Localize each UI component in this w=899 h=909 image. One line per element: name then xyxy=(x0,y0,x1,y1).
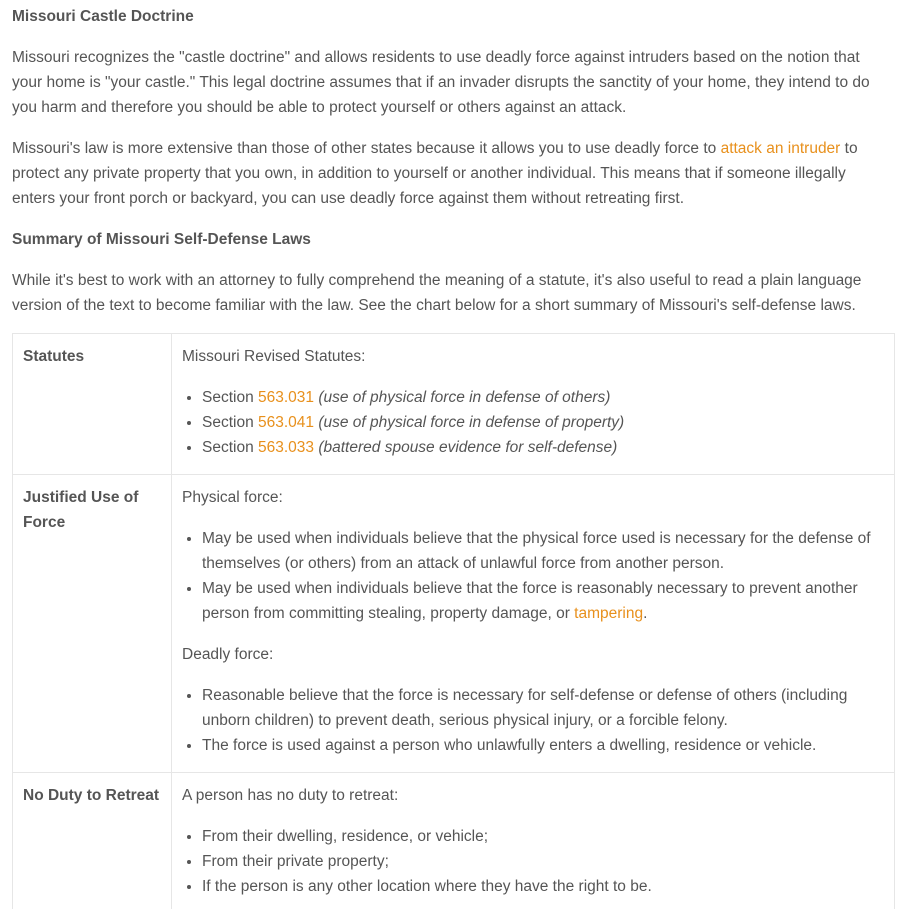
tampering-link[interactable]: tampering xyxy=(574,605,644,622)
heading-summary: Summary of Missouri Self-Defense Laws xyxy=(12,231,311,248)
table-row-justified-force xyxy=(13,475,894,773)
attack-intruder-link[interactable]: attack an intruder xyxy=(720,140,841,157)
table-row-no-duty-retreat xyxy=(13,773,894,909)
list-item: • If the person is any other location where they have the right to be. xyxy=(202,874,884,899)
list-item-text: May be used when individuals believe that the force is reasonably necessary to prevent another person from committing stealing, property damage, or xyxy=(202,580,858,622)
statute-563-041-link[interactable]: 563.041 xyxy=(258,414,315,431)
list-item xyxy=(202,410,884,435)
statute-description: (use of physical force in defense of others) xyxy=(314,389,611,406)
list-item: • From their private property; xyxy=(202,849,884,874)
row-label-justified-force: Justified Use of Force xyxy=(13,475,172,772)
row-body-no-duty-retreat xyxy=(172,773,894,909)
statute-description: (use of physical force in defense of property) xyxy=(314,414,625,431)
retreat-intro: A person has no duty to retreat: xyxy=(182,787,399,804)
list-item: • Reasonable believe that the force is necessary for self-defense or defense of others (including unborn children) to prevent death, serious physical injury, or a forcible felony. xyxy=(202,683,884,733)
deadly-force-list xyxy=(182,683,884,758)
row-label-statutes: Statutes xyxy=(13,334,172,474)
row-body-statutes xyxy=(172,334,894,474)
self-defense-table xyxy=(12,333,895,909)
section-prefix: Section xyxy=(202,414,259,431)
statute-563-031-link[interactable]: 563.031 xyxy=(258,389,315,406)
deadly-force-intro: Deadly force: xyxy=(182,646,274,663)
list-item: • The force is used against a person who unlawfully enters a dwelling, residence or vehicle. xyxy=(202,733,884,758)
section-prefix: Section xyxy=(202,389,259,406)
row-label-no-duty-retreat: No Duty to Retreat xyxy=(13,773,172,909)
statutes-list xyxy=(182,385,884,460)
paragraph-text: to protect any private property that you own, in addition to yourself or another individual. This means that if someone illegally enters your front porch or backyard, you can use deadly force against them without retreating first. xyxy=(12,140,858,207)
paragraph-castle-doctrine: Missouri recognizes the "castle doctrine" and allows residents to use deadly force against intruders based on the notion that your home is "your castle." This legal doctrine assumes that if an invader disrupts the sanctity of your home, they intend to do you harm and therefore you should be able to protect yourself or others against an attack. xyxy=(12,49,870,116)
heading-castle-doctrine: Missouri Castle Doctrine xyxy=(12,8,194,25)
list-item: • From their dwelling, residence, or vehicle; xyxy=(202,824,884,849)
physical-force-list xyxy=(182,526,884,626)
section-prefix: Section xyxy=(202,439,259,456)
physical-force-intro: Physical force: xyxy=(182,489,283,506)
statute-description: (battered spouse evidence for self-defense) xyxy=(314,439,618,456)
paragraph-summary: While it's best to work with an attorney to fully comprehend the meaning of a statute, it's also useful to read a plain language version of the text to become familiar with the law. See the chart below for a short summary of Missouri's self-defense laws. xyxy=(12,272,862,314)
statutes-intro: Missouri Revised Statutes: xyxy=(182,348,366,365)
list-item-text: . xyxy=(643,605,648,622)
paragraph-extensive-law xyxy=(12,136,892,211)
list-item xyxy=(202,385,884,410)
list-item: • May be used when individuals believe that the physical force used is necessary for the defense of themselves (or others) from an attack of unlawful force from another person. xyxy=(202,526,884,576)
list-item xyxy=(202,576,884,626)
retreat-list xyxy=(182,824,884,899)
list-item xyxy=(202,435,884,460)
statute-563-033-link[interactable]: 563.033 xyxy=(258,439,315,456)
paragraph-text: Missouri's law is more extensive than those of other states because it allows you to use deadly force to xyxy=(12,140,721,157)
row-body-justified-force xyxy=(172,475,894,772)
table-row-statutes xyxy=(13,334,894,475)
